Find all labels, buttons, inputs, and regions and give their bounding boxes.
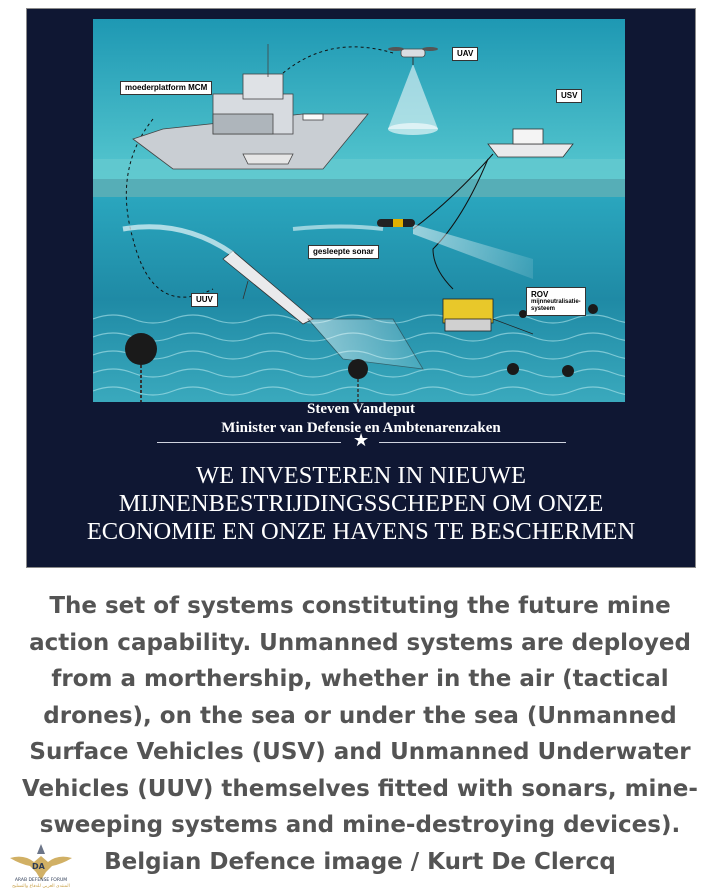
illustration-graphic	[93, 19, 625, 402]
caption-line-6: Vehicles (UUV) themselves fitted with sonars, mine-	[22, 775, 698, 802]
uav-label: UAV	[452, 47, 478, 61]
caption-line-5: Surface Vehicles (USV) and Unmanned Underwater	[29, 739, 691, 765]
headline-line-3: ECONOMIE EN ONZE HAVENS TE BESCHERMEN	[86, 518, 636, 545]
headline-line-1: WE INVESTEREN IN NIEUWE	[196, 462, 526, 489]
rov-label-sub2: systeem	[531, 306, 556, 313]
poster	[26, 8, 696, 568]
divider-left	[157, 442, 341, 443]
minister-name: Steven Vandeput	[307, 401, 415, 417]
caption-line-8: Belgian Defence image / Kurt De Clercq	[104, 848, 616, 875]
mine-action-illustration	[93, 19, 625, 402]
sonar-label: gesleepte sonar	[308, 245, 379, 259]
divider-right	[379, 442, 566, 443]
star-icon: ★	[353, 430, 370, 451]
headline-line-2: MIJNENBESTRIJDINGSSCHEPEN OM ONZE	[118, 490, 604, 517]
caption-line-1: The set of systems constituting the future mine	[49, 593, 671, 619]
rov-label-sub1: mijnneutralisatie-	[531, 299, 581, 306]
caption-line-4: drones), on the sea or under the sea (Unmanned	[43, 702, 677, 729]
watermark-line2: المنتدى العربي للدفاع والتسليح	[12, 884, 70, 889]
minister-title: Minister van Defensie en Ambtenarenzaken	[221, 420, 501, 436]
mcm-label: moederplatform MCM	[120, 81, 212, 95]
uuv-label: UUV	[191, 293, 218, 307]
rov-label	[526, 287, 586, 316]
usv-label: USV	[556, 89, 582, 103]
watermark-logo	[4, 836, 78, 892]
headline	[27, 462, 695, 546]
watermark-line1: ARAB DEFENSE FORUM	[14, 878, 68, 883]
caption	[18, 588, 702, 880]
rov-label-title: ROV	[531, 290, 549, 299]
watermark-abbr: DA	[32, 862, 45, 871]
caption-line-2: action capability. Unmanned systems are deployed	[29, 629, 691, 656]
caption-line-3: from a morthership, whether in the air (tactical	[51, 666, 669, 692]
caption-line-7: sweeping systems and mine-destroying devices).	[39, 812, 681, 838]
